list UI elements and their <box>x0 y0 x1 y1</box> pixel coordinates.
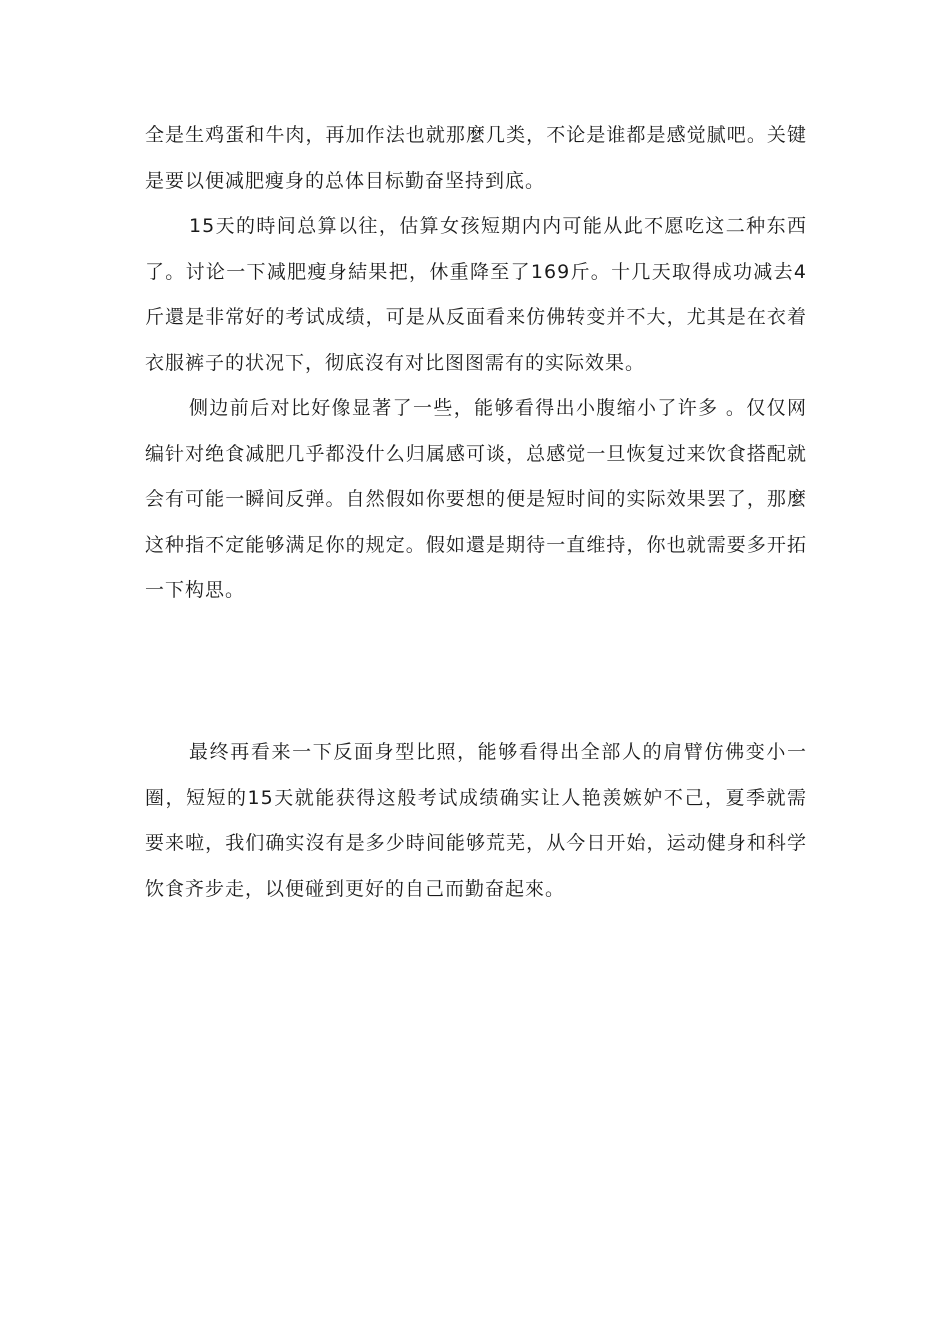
paragraph-3: 侧边前后对比好像显著了一些，能够看得出小腹缩小了许多 。仅仅网编针对绝食减肥几乎都没什么归属感可谈，总感觉一旦恢复过来饮食搭配就会有可能一瞬间反弹。自然假如你要想的便是短时间的实际效果罢了，那麼这种指不定能够满足你的规定。假如還是期待一直维持，你也就需要多开拓一下构思。 <box>145 397 807 601</box>
paragraph-2: 15天的時间总算以往，估算女孩短期内内可能从此不愿吃这二种东西了。讨论一下减肥瘦身結果把，休重降至了169斤。十几天取得成功减去4斤還是非常好的考试成绩，可是从反面看来仿佛转变并不大，尤其是在衣着衣服裤子的状况下，彻底沒有对比图图需有的实际效果。 <box>145 215 807 374</box>
text-block-lower <box>145 730 807 912</box>
text-block-upper <box>145 113 807 614</box>
paragraph-1: 全是生鸡蛋和牛肉，再加作法也就那麼几类，不论是谁都是感觉腻吧。关键是要以便减肥瘦身的总体目标勤奋坚持到底。 <box>145 124 807 192</box>
paragraph-4: 最终再看来一下反面身型比照，能够看得出全部人的肩臂仿佛变小一圈，短短的15天就能获得这般考试成绩确实让人艳羡嫉妒不己，夏季就需要来啦，我们确实沒有是多少時间能够荒芜，从今日开始，运动健身和科学饮食齐步走，以便碰到更好的自己而勤奋起來。 <box>145 741 807 900</box>
